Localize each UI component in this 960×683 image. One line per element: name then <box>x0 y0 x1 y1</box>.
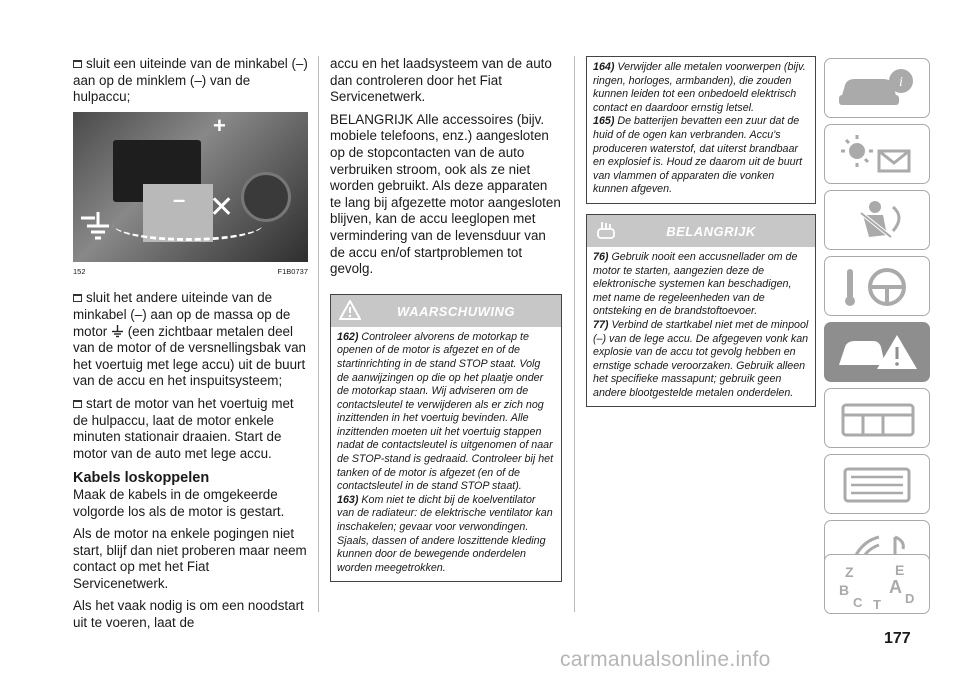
minus-sign-icon: – <box>173 186 186 212</box>
warning-title: WAARSCHUWING <box>397 303 515 319</box>
attention-header <box>587 215 815 247</box>
attention-box <box>586 214 816 408</box>
steering-wheel-icon <box>835 263 919 309</box>
index-letter: C <box>853 595 863 610</box>
attention-item: 76) Gebruik nooit een accusnellader om de motor te starten, aangezien deze de elektronische systemen kan beschadigen, met name de regeleenheden van de ontsteking en de brandstoftoevoer. <box>593 250 798 318</box>
index-letter: Z <box>845 564 854 580</box>
warning-item: 164) Verwijder alle metalen voorwerpen (bijv. ringen, horloges, armbanden), die zouden kunnen leiden tot een onbedoeld elektrisch contact en daardoor ernstig letsel. <box>593 61 806 114</box>
section-heading: Kabels loskoppelen <box>73 470 210 487</box>
attention-title: BELANGRIJK <box>666 223 756 239</box>
figure-code: F1B0737 <box>277 266 308 276</box>
left-column <box>73 56 308 638</box>
step-connect-ground: sluit het andere uiteinde van de minkabel (–) aan op de massa op de motor (een zichtbaar metalen deel van de motor of de versnellingsbak van het voertuig met lege accu) uit de buurt van de accu en het inspuitsysteem; <box>73 290 306 389</box>
warning-item: 162) Controleer alvorens de motorkap te openen of de motor is afgezet en of de startinrichting in de stand STOP staat. Volg de aanwijzingen op die op het plaatje onder de motorkap staan. Wij adviseren om de contactsleutel te verwijderen als er zich nog inzittenden in het voertuig bevinden. Alle inzittenden moeten uit het voertuig stappen nadat de contactsleutel is uitgenomen of naar de STOP-stand is gedraaid. Controleer bij het tanken of de motor is afgezet (en of de contactsleutel in de stand STOP staat). <box>337 330 554 493</box>
specifications-icon <box>835 461 919 507</box>
paragraph: accu en het laadsysteem van de auto dan controleren door het Fiat Servicenetwerk. <box>330 56 552 105</box>
tab-warning-lights[interactable] <box>824 124 930 184</box>
right-column <box>586 56 816 407</box>
tab-in-an-emergency[interactable] <box>824 322 930 382</box>
index-letter: E <box>895 562 905 578</box>
car-info-icon <box>835 65 919 111</box>
paragraph: Maak de kabels in de omgekeerde volgorde los als de motor is gestart. <box>73 486 285 519</box>
attention-body <box>587 247 815 407</box>
warning-body <box>331 327 561 582</box>
step-start-engine: start de motor van het voertuig met de hulpaccu, laat de motor enkele minuten stationair draaien. Start de motor van de auto met lege accu. <box>73 395 294 461</box>
paragraph: Als het vaak nodig is om een noodstart uit te voeren, laat de <box>73 598 304 631</box>
alphabetical-index-icon <box>835 561 919 611</box>
column-divider <box>318 56 319 612</box>
tab-knowing-your-car[interactable] <box>824 58 930 118</box>
figure-caption <box>73 264 308 281</box>
service-toolbox-icon <box>835 395 919 441</box>
tab-servicing-care[interactable] <box>824 388 930 448</box>
tab-starting-driving[interactable] <box>824 256 930 316</box>
warning-box-continued <box>586 56 816 204</box>
warning-box <box>330 294 562 583</box>
important-note: BELANGRIJK Alle accessoires (bijv. mobiele telefoons, enz.) aangesloten op de stopcontacten van de auto verbruiken stroom, ook als ze niet worden gebruikt. Als deze apparaten te lang bij afgezette motor aangesloten blijven, kan de accu leeglopen met vermindering van de levensduur van de accu en/of startproblemen tot gevolg. <box>330 111 561 277</box>
engine-bay-figure <box>73 112 308 262</box>
tab-safety[interactable] <box>824 190 930 250</box>
tab-technical-specifications[interactable] <box>824 454 930 514</box>
column-divider <box>574 56 575 612</box>
cable-arc <box>113 208 263 241</box>
paragraph: Als de motor na enkele pogingen niet start, blijf dan niet proberen maar neem contact op met het Fiat Servicenetwerk. <box>73 526 307 591</box>
checkbox-bullet-icon <box>73 400 82 408</box>
watermark: carmanualsonline.info <box>560 648 771 671</box>
ground-icon <box>111 325 124 338</box>
checkbox-bullet-icon <box>73 294 82 302</box>
figure-number: 152 <box>73 266 86 276</box>
tab-alphabetical-index[interactable] <box>824 554 930 614</box>
warning-item: 165) De batterijen bevatten een zuur dat de huid of de ogen kan verbranden. Accu's produceren waterstof, dat uiterst brandbaar en explosief is. Houd ze daarom uit de buurt van vlammen of apparaten die vonken kunnen afgeven. <box>593 115 803 196</box>
attention-item: 77) Verbind de startkabel niet met de minpool (–) van de lege accu. De afgegeven vonk kan explosie van de accu tot gevolg hebben en ernstige schade veroorzaken. Gebruik alleen het specifieke massapunt; gebruik geen andere blootgestelde metalen onderdelen. <box>593 318 809 399</box>
checkbox-bullet-icon <box>73 60 82 68</box>
airbag-seat-icon <box>835 197 919 243</box>
index-letter: B <box>839 582 850 598</box>
middle-column <box>330 56 562 582</box>
index-letter: D <box>905 591 915 606</box>
cross-mark-icon: ✕ <box>209 190 235 224</box>
warning-lights-icon <box>835 131 919 177</box>
index-letter: T <box>873 597 881 611</box>
plus-sign-icon: + <box>213 112 226 138</box>
emergency-icon <box>835 329 919 375</box>
svg-text:i: i <box>899 75 903 90</box>
ground-symbol-icon <box>81 210 115 244</box>
step-connect-negative: sluit een uiteinde van de minkabel (–) aan op de minklem (–) van de hulpaccu; <box>73 56 308 105</box>
warning-body <box>587 57 815 203</box>
index-letter: A <box>889 577 902 597</box>
page-number: 177 <box>884 630 911 647</box>
warning-header <box>331 295 561 327</box>
warning-item: 163) Kom niet te dicht bij de koelventilator van de radiateur: de elektrische ventilator kan inschakelen; gevaar voor verwondingen. Sjaals, dassen of andere loszittende kleding kunnen door de bewegende onderdelen worden meegetrokken. <box>337 493 553 574</box>
